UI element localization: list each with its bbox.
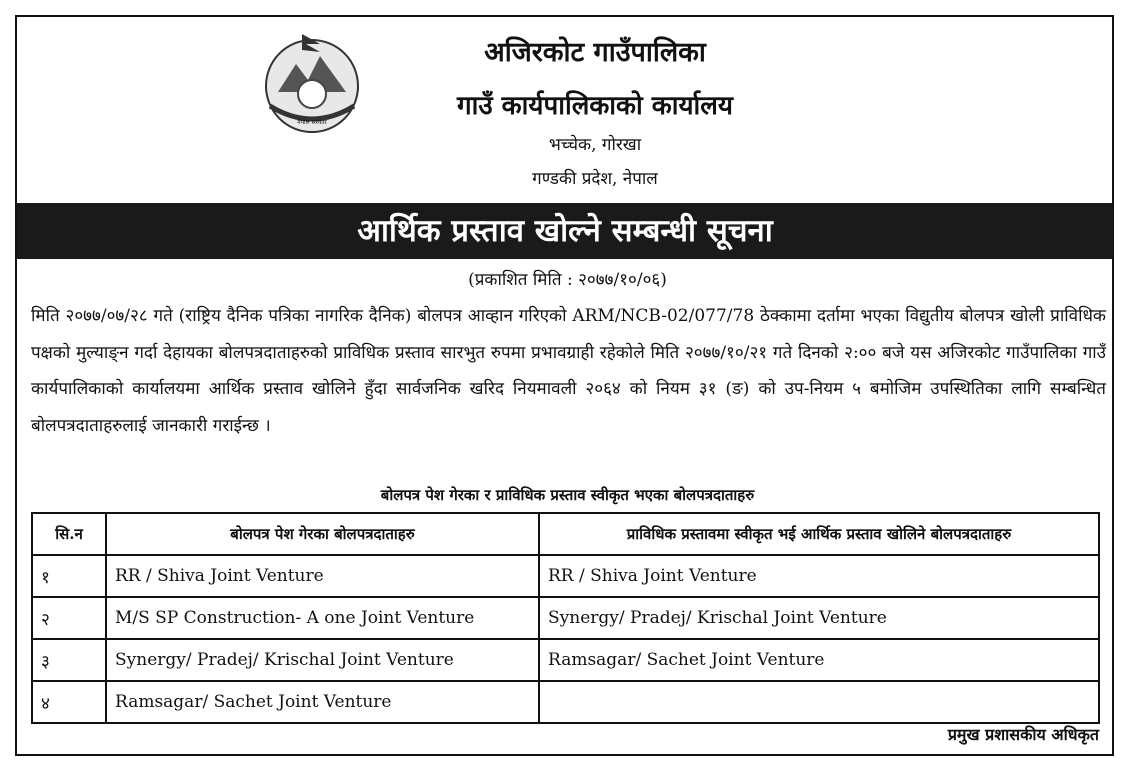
table-caption: बोलपत्र पेश गेरका र प्राविधिक प्रस्ताव स्वीकृत भएका बोलपत्रदाताहरु [380, 486, 755, 504]
table-row [32, 597, 1099, 639]
submitted-bidder-cell: Ramsagar/ Sachet Joint Venture [106, 681, 539, 723]
notice-body: मिति २०७७/०७/२८ गते (राष्ट्रिय दैनिक पत्रिका नागरिक दैनिक) बोलपत्र आव्हान गरिएको ARM/NCB-02/077/78 ठेक्कामा दर्तामा भएका विद्युतीय बोलपत्र खोली प्राविधिक पक्षको मुल्याङ्न गर्दा देहायका बोलपत्रदाताहरुको प्राविधिक प्रस्ताव सारभुत रुपमा प्रभावग्राही रहेकोले मिति २०७७/१०/२१ गते दिनको २:०० बजे यस अजिरकोट गाउँपालिका गाउँ कार्यपालिकाको कार्यालयमा आर्थिक प्रस्ताव खोलिने हुँदा सार्वजनिक खरिद नियमावली २०६४ को नियम ३१ (ङ) को उप-नियम ५ बमोजिम उपस्थितिका लागि सम्बन्धित बोलपत्रदाताहरुलाई जानकारी गराईन्छ । [31, 306, 1106, 436]
published-date: (प्रकाशित मिति : २०७७/१०/०६) [468, 270, 667, 290]
address-line-2: गण्डकी प्रदेश, नेपाल [532, 169, 658, 189]
submitted-bidder-cell: Synergy/ Pradej/ Krischal Joint Venture [106, 639, 539, 681]
serial-cell: २ [32, 597, 106, 639]
submitted-bidder-cell: RR / Shiva Joint Venture [106, 555, 539, 597]
address-line-1: भच्चेक, गोरखा [548, 135, 642, 155]
approved-bidder-cell: Synergy/ Pradej/ Krischal Joint Venture [539, 597, 1099, 639]
table-row [32, 555, 1099, 597]
serial-cell: ३ [32, 639, 106, 681]
table-header-row [32, 513, 1099, 555]
header-approved-bidders: प्राविधिक प्रस्तावमा स्वीकृत भई आर्थिक प्रस्ताव खोलिने बोलपत्रदाताहरु [539, 513, 1099, 555]
serial-cell: ४ [32, 681, 106, 723]
bidders-table [31, 512, 1100, 724]
government-emblem-icon [258, 30, 366, 138]
emblem-motto: नेपाल सरकार [297, 119, 327, 126]
municipality-name: अजिरकोट गाउँपालिका [484, 37, 706, 68]
submitted-bidder-cell: M/S SP Construction- A one Joint Venture [106, 597, 539, 639]
notice-title: आर्थिक प्रस्ताव खोल्ने सम्बन्धी सूचना [17, 203, 1113, 259]
header-serial: सि.न [32, 513, 106, 555]
approved-bidder-cell: Ramsagar/ Sachet Joint Venture [539, 639, 1099, 681]
approved-bidder-cell [539, 681, 1099, 723]
signatory: प्रमुख प्रशासकीय अधिकृत [947, 725, 1099, 744]
approved-bidder-cell: RR / Shiva Joint Venture [539, 555, 1099, 597]
serial-cell: १ [32, 555, 106, 597]
table-row [32, 681, 1099, 723]
office-name: गाउँ कार्यपालिकाको कार्यालय [457, 91, 733, 121]
table-row [32, 639, 1099, 681]
header-submitted-bidders: बोलपत्र पेश गेरका बोलपत्रदाताहरु [106, 513, 539, 555]
